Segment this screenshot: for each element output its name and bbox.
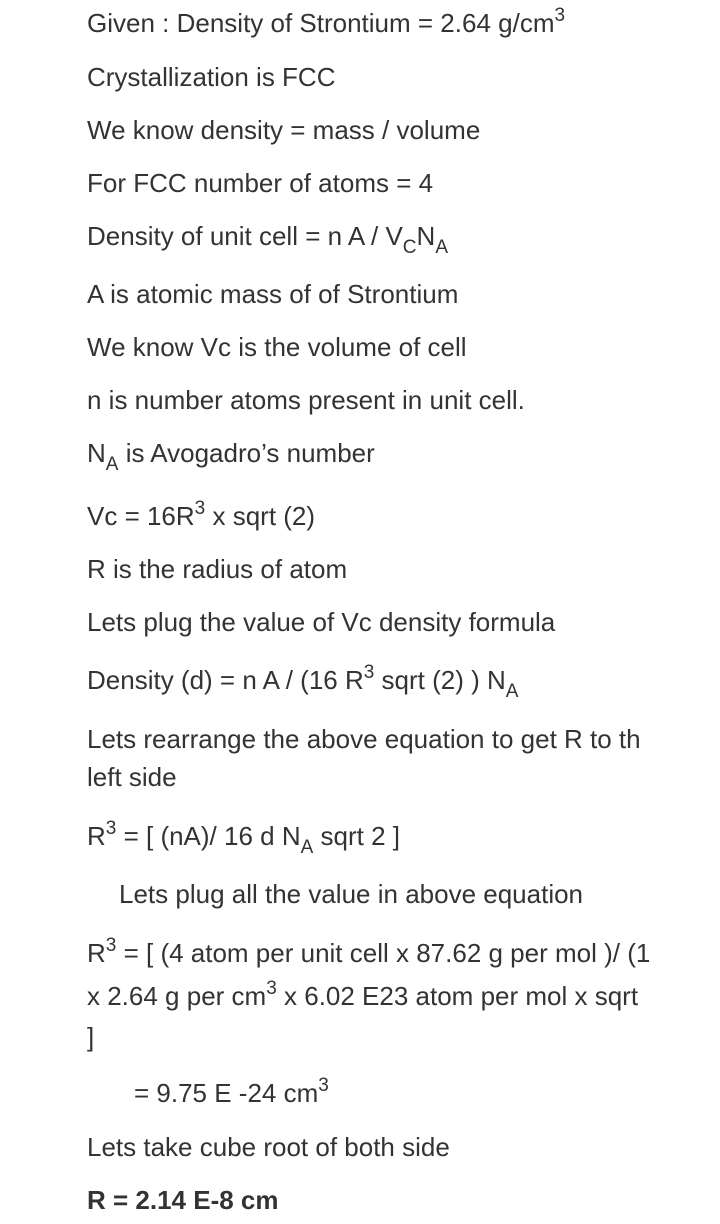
density-formula-line: Density (d) = n A / (16 $R^3$ sqrt (2) ) $N_A$ <box>87 662 519 702</box>
fcc-atoms-line: For FCC number of atoms = 4 <box>87 168 434 198</box>
r-cubed-result-line: = 9.75 E -24 $cm^3$ <box>134 1075 329 1108</box>
volume-cell-line: We know Vc is the volume of cell <box>87 332 467 362</box>
substitution-line-2: x 2.64 g per $cm^3$ x 6.02 E23 atom per mol x sqrt <box>87 978 639 1011</box>
unit-cell-density-line: Density of unit cell = n A / $V_CN_A$ <box>87 221 448 258</box>
rearrange-line-2: left side <box>87 762 177 792</box>
density-definition-line: We know density = mass / volume <box>87 115 481 145</box>
atomic-mass-line: A is atomic mass of of Strontium <box>87 279 459 309</box>
avogadro-line: $N_A$ is Avogadro’s number <box>87 438 375 475</box>
plug-vc-line: Lets plug the value of Vc density formula <box>87 607 556 637</box>
crystallization-line: Crystallization is FCC <box>87 62 336 92</box>
plug-values-line: Lets plug all the value in above equation <box>119 879 584 909</box>
rearrange-line-1: Lets rearrange the above equation to get R to th <box>87 724 641 754</box>
cube-root-line: Lets take cube root of both side <box>87 1132 450 1162</box>
final-answer-line: R = 2.14 E-8 cm <box>87 1185 279 1215</box>
substitution-line-1: $R^3$ = [ (4 atom per unit cell x 87.62 g per mol )/ (1 <box>87 935 651 968</box>
n-definition-line: n is number atoms present in unit cell. <box>87 385 525 415</box>
given-line: Given : Density of Strontium = 2.64 $g/cm^3$ <box>87 5 566 38</box>
substitution-line-3: ] <box>87 1022 95 1052</box>
vc-formula-line: $Vc = 16R^3$ x sqrt (2) <box>87 498 316 531</box>
radius-definition-line: R is the radius of atom <box>87 554 348 584</box>
r-cubed-formula-line: $R^3$ = [ (nA)/ 16 d $N_A$ sqrt 2 ] <box>87 818 400 858</box>
